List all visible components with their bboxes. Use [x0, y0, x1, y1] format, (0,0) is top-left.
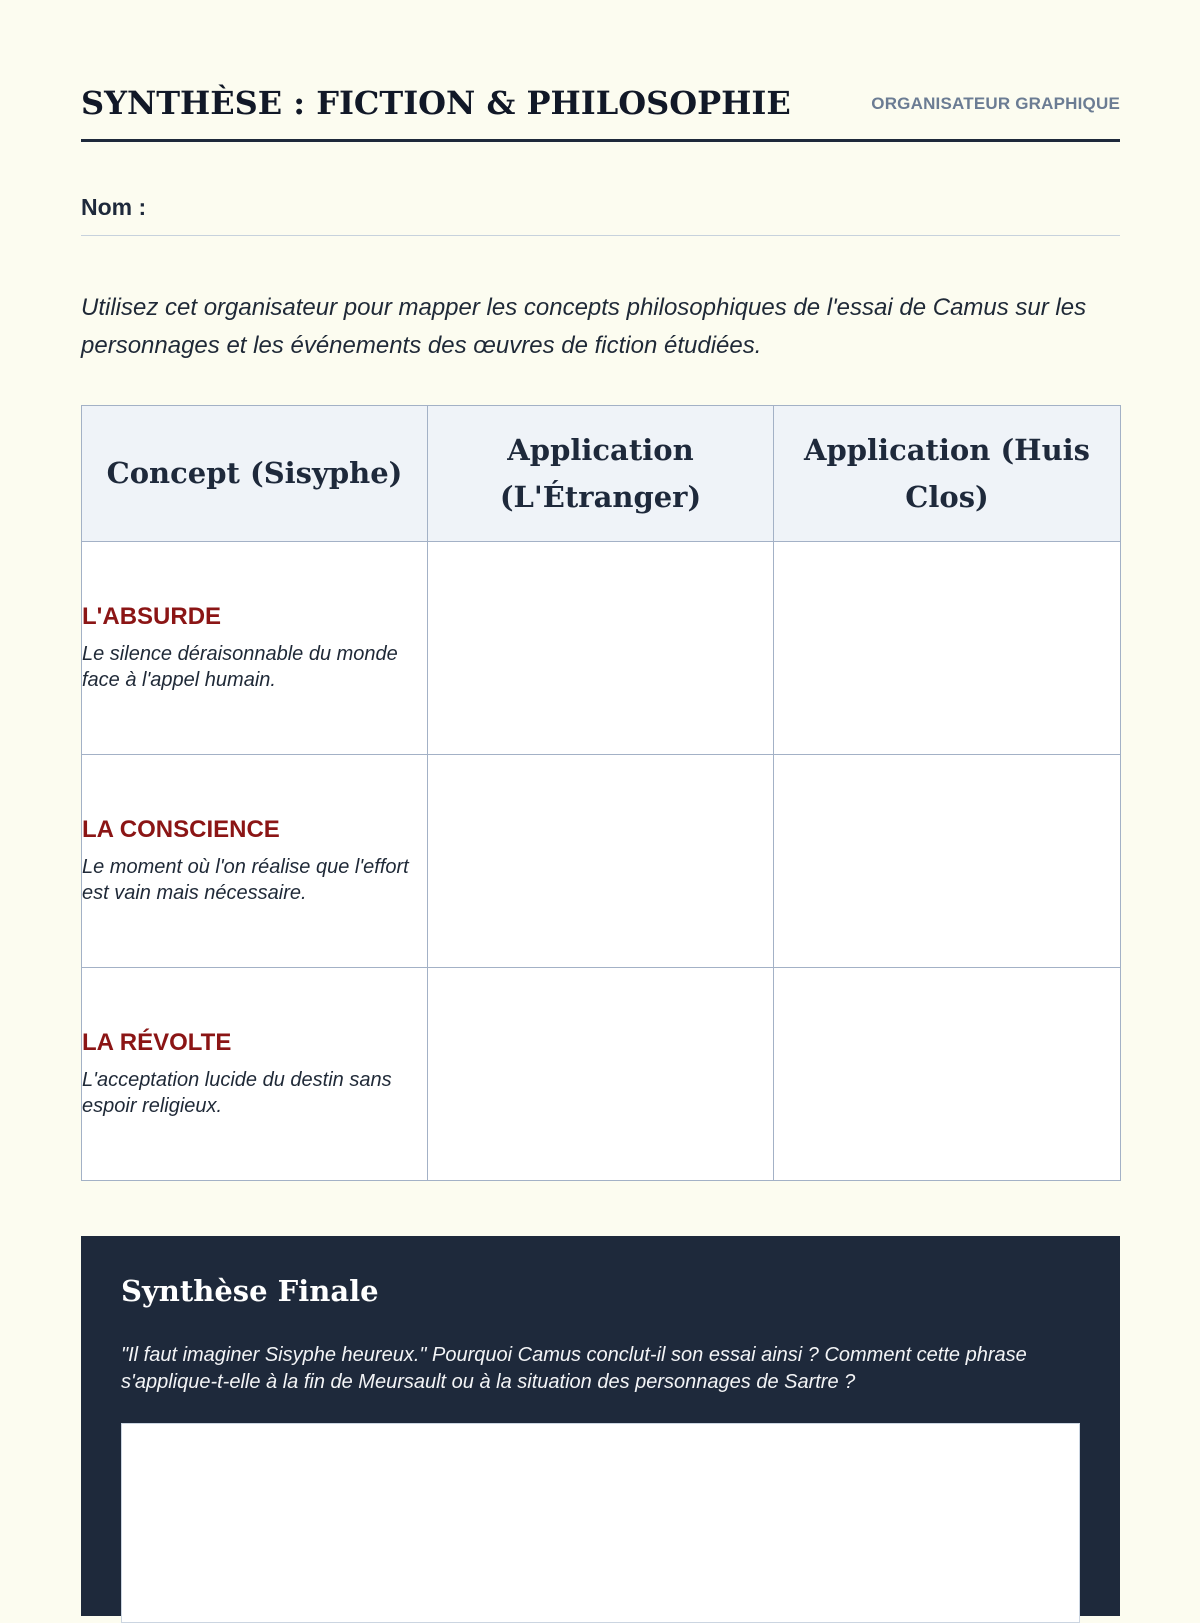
table-row [82, 968, 1121, 1181]
concept-description: L'acceptation lucide du destin sans espoir religieux. [82, 1069, 392, 1117]
answer-cell-huis-clos-revolte[interactable] [774, 968, 1121, 1181]
instructions: Utilisez cet organisateur pour mapper les concepts philosophiques de l'essai de Camus sur les personnages et les événements des œuvres de fiction étudiées. [81, 294, 1087, 359]
name-field[interactable] [81, 180, 1120, 236]
column-header-huis-clos: Application (Huis Clos) [774, 406, 1121, 542]
concept-cell-revolte [82, 968, 428, 1181]
final-synthesis-title: Synthèse Finale [121, 1274, 379, 1308]
concept-description: Le moment où l'on réalise que l'effort est vain mais nécessaire. [82, 856, 409, 904]
graphic-organizer-table [81, 405, 1121, 1181]
answer-cell-etranger-absurde[interactable] [428, 542, 774, 755]
document-type-label: ORGANISATEUR GRAPHIQUE [871, 94, 1120, 113]
answer-cell-etranger-revolte[interactable] [428, 968, 774, 1181]
table-row [82, 542, 1121, 755]
column-header-concept: Concept (Sisyphe) [82, 406, 428, 542]
concept-description: Le silence déraisonnable du monde face à l'appel humain. [82, 643, 398, 691]
table-header-row [82, 406, 1121, 542]
final-synthesis-prompt: "Il faut imaginer Sisyphe heureux." Pourquoi Camus conclut-il son essai ainsi ? Comment cette phrase s'applique-t-elle à la fin de Meursault ou à la situation des personnages de Sartre ? [121, 1344, 1027, 1393]
column-header-etranger: Application (L'Étranger) [428, 406, 774, 542]
concept-title: LA RÉVOLTE [82, 1029, 232, 1056]
name-label: Nom : [81, 194, 147, 220]
concept-title: LA CONSCIENCE [82, 816, 280, 843]
answer-cell-etranger-conscience[interactable] [428, 755, 774, 968]
final-synthesis-panel [81, 1236, 1120, 1616]
answer-cell-huis-clos-absurde[interactable] [774, 542, 1121, 755]
worksheet-header [81, 80, 1120, 142]
page-title: SYNTHÈSE : FICTION & PHILOSOPHIE [81, 84, 791, 122]
answer-cell-huis-clos-conscience[interactable] [774, 755, 1121, 968]
concept-cell-conscience [82, 755, 428, 968]
concept-title: L'ABSURDE [82, 603, 222, 630]
final-answer-box[interactable] [121, 1423, 1080, 1623]
table-row [82, 755, 1121, 968]
concept-cell-absurde [82, 542, 428, 755]
